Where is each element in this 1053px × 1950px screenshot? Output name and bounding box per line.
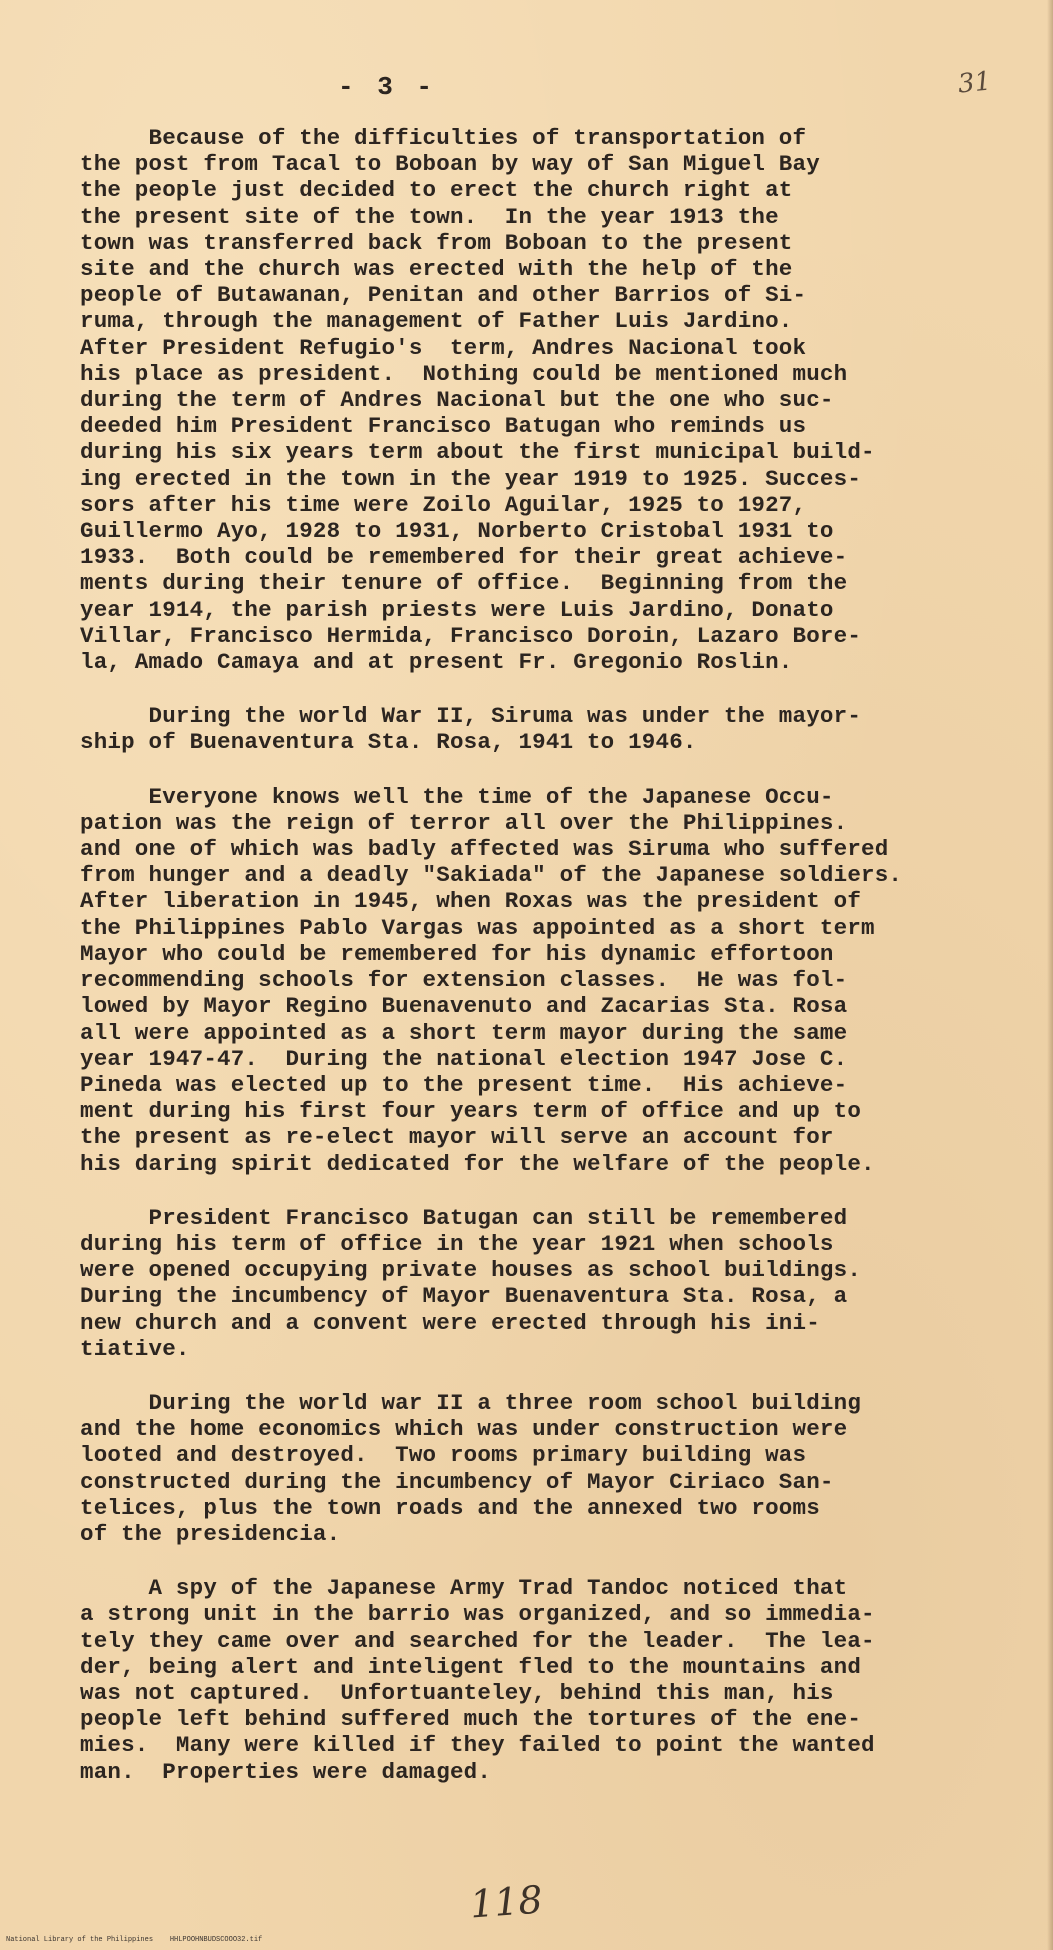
text-line: from hunger and a deadly "Sakiada" of the Japanese soldiers.: [80, 862, 903, 889]
text-line: his daring spirit dedicated for the welfare of the people.: [80, 1150, 875, 1177]
text-line: mies. Many were killed if they failed to point the wanted: [80, 1732, 875, 1759]
text-line: his place as president. Nothing could be mentioned much: [80, 360, 848, 387]
text-line: people left behind suffered much the tortures of the ene-: [80, 1706, 862, 1733]
text-line: man. Properties were damaged.: [80, 1758, 492, 1785]
text-line: tiative.: [80, 1335, 190, 1362]
text-line: After President Refugio's term, Andres Nacional took: [80, 334, 807, 361]
text-line: deeded him President Francisco Batugan who reminds us: [80, 413, 807, 440]
page-number: - 3 -: [338, 72, 437, 102]
text-line: la, Amado Camaya and at present Fr. Gregonio Roslin.: [80, 649, 793, 676]
archive-credit: National Library of the Philippines HHLPOOHNBUDSCOOO32.tif: [6, 1936, 263, 1944]
text-line: constructed during the incumbency of Mayor Ciriaco San-: [80, 1468, 834, 1495]
text-line: Villar, Francisco Hermida, Francisco Doroin, Lazaro Bore-: [80, 622, 862, 649]
text-line: of the presidencia.: [80, 1520, 341, 1547]
text-line: President Francisco Batugan can still be remembered: [80, 1204, 848, 1231]
text-line: telices, plus the town roads and the annexed two rooms: [80, 1494, 820, 1521]
handwritten-corner-note: 31: [956, 66, 993, 100]
document-body: [80, 125, 1040, 1813]
text-line: the present as re-elect mayor will serve an account for: [80, 1124, 834, 1151]
text-line: Everyone knows well the time of the Japanese Occu-: [80, 783, 834, 810]
text-line: ing erected in the town in the year 1919 to 1925. Succes-: [80, 465, 862, 492]
text-line: Mayor who could be remembered for his dynamic effortoon: [80, 940, 834, 967]
text-line: tely they came over and searched for the leader. The lea-: [80, 1627, 875, 1654]
text-line: ments during their tenure of office. Beginning from the: [80, 570, 848, 597]
text-line: and one of which was badly affected was Siruma who suffered: [80, 836, 889, 863]
paragraph: [80, 703, 1040, 755]
text-line: all were appointed as a short term mayor during the same: [80, 1019, 848, 1046]
text-line: year 1947-47. During the national election 1947 Jose C.: [80, 1045, 848, 1072]
text-line: a strong unit in the barrio was organized, and so immedia-: [80, 1601, 875, 1628]
text-line: der, being alert and inteligent fled to the mountains and: [80, 1653, 862, 1680]
paragraph: [80, 1390, 1040, 1547]
paragraph: [80, 1575, 1040, 1785]
text-line: during his term of office in the year 1921 when schools: [80, 1230, 834, 1257]
text-line: during his six years term about the first municipal build-: [80, 439, 875, 466]
text-line: the people just decided to erect the church right at: [80, 177, 793, 204]
text-line: sors after his time were Zoilo Aguilar, 1925 to 1927,: [80, 491, 807, 518]
text-line: was not captured. Unfortuanteley, behind this man, his: [80, 1679, 834, 1706]
text-line: During the world war II a three room school building: [80, 1389, 862, 1416]
text-line: the post from Tacal to Boboan by way of San Miguel Bay: [80, 151, 820, 178]
text-line: new church and a convent were erected through his ini-: [80, 1309, 820, 1336]
text-line: year 1914, the parish priests were Luis Jardino, Donato: [80, 596, 834, 623]
text-line: were opened occupying private houses as school buildings.: [80, 1257, 862, 1284]
text-line: During the world War II, Siruma was under the mayor-: [80, 703, 862, 730]
text-line: Pineda was elected up to the present time. His achieve-: [80, 1071, 848, 1098]
text-line: lowed by Mayor Regino Buenavenuto and Zacarias Sta. Rosa: [80, 993, 848, 1020]
text-line: pation was the reign of terror all over the Philippines.: [80, 809, 848, 836]
handwritten-page-number: 118: [468, 1877, 544, 1927]
text-line: the present site of the town. In the year 1913 the: [80, 203, 779, 230]
text-line: 1933. Both could be remembered for their great achieve-: [80, 544, 848, 571]
text-line: during the term of Andres Nacional but the one who suc-: [80, 387, 834, 414]
text-line: the Philippines Pablo Vargas was appointed as a short term: [80, 914, 875, 941]
text-line: Guillermo Ayo, 1928 to 1931, Norberto Cristobal 1931 to: [80, 518, 834, 545]
text-line: ment during his first four years term of office and up to: [80, 1098, 862, 1125]
text-line: Because of the difficulties of transportation of: [80, 125, 807, 151]
text-line: people of Butawanan, Penitan and other Barrios of Si-: [80, 282, 807, 309]
paragraph: [80, 784, 1040, 1177]
text-line: A spy of the Japanese Army Trad Tandoc noticed that: [80, 1575, 848, 1602]
text-line: After liberation in 1945, when Roxas was the president of: [80, 888, 862, 915]
paragraph: [80, 1205, 1040, 1362]
page-edge-shadow: [1047, 0, 1053, 1950]
text-line: recommending schools for extension classes. He was fol-: [80, 967, 848, 994]
text-line: ruma, through the management of Father Luis Jardino.: [80, 308, 793, 335]
text-line: town was transferred back from Boboan to the present: [80, 229, 793, 256]
text-line: ship of Buenaventura Sta. Rosa, 1941 to 1946.: [80, 729, 697, 756]
text-line: During the incumbency of Mayor Buenaventura Sta. Rosa, a: [80, 1283, 848, 1310]
text-line: looted and destroyed. Two rooms primary building was: [80, 1442, 807, 1469]
text-line: and the home economics which was under construction were: [80, 1416, 848, 1443]
paragraph: [80, 125, 1040, 675]
text-line: site and the church was erected with the help of the: [80, 256, 793, 283]
